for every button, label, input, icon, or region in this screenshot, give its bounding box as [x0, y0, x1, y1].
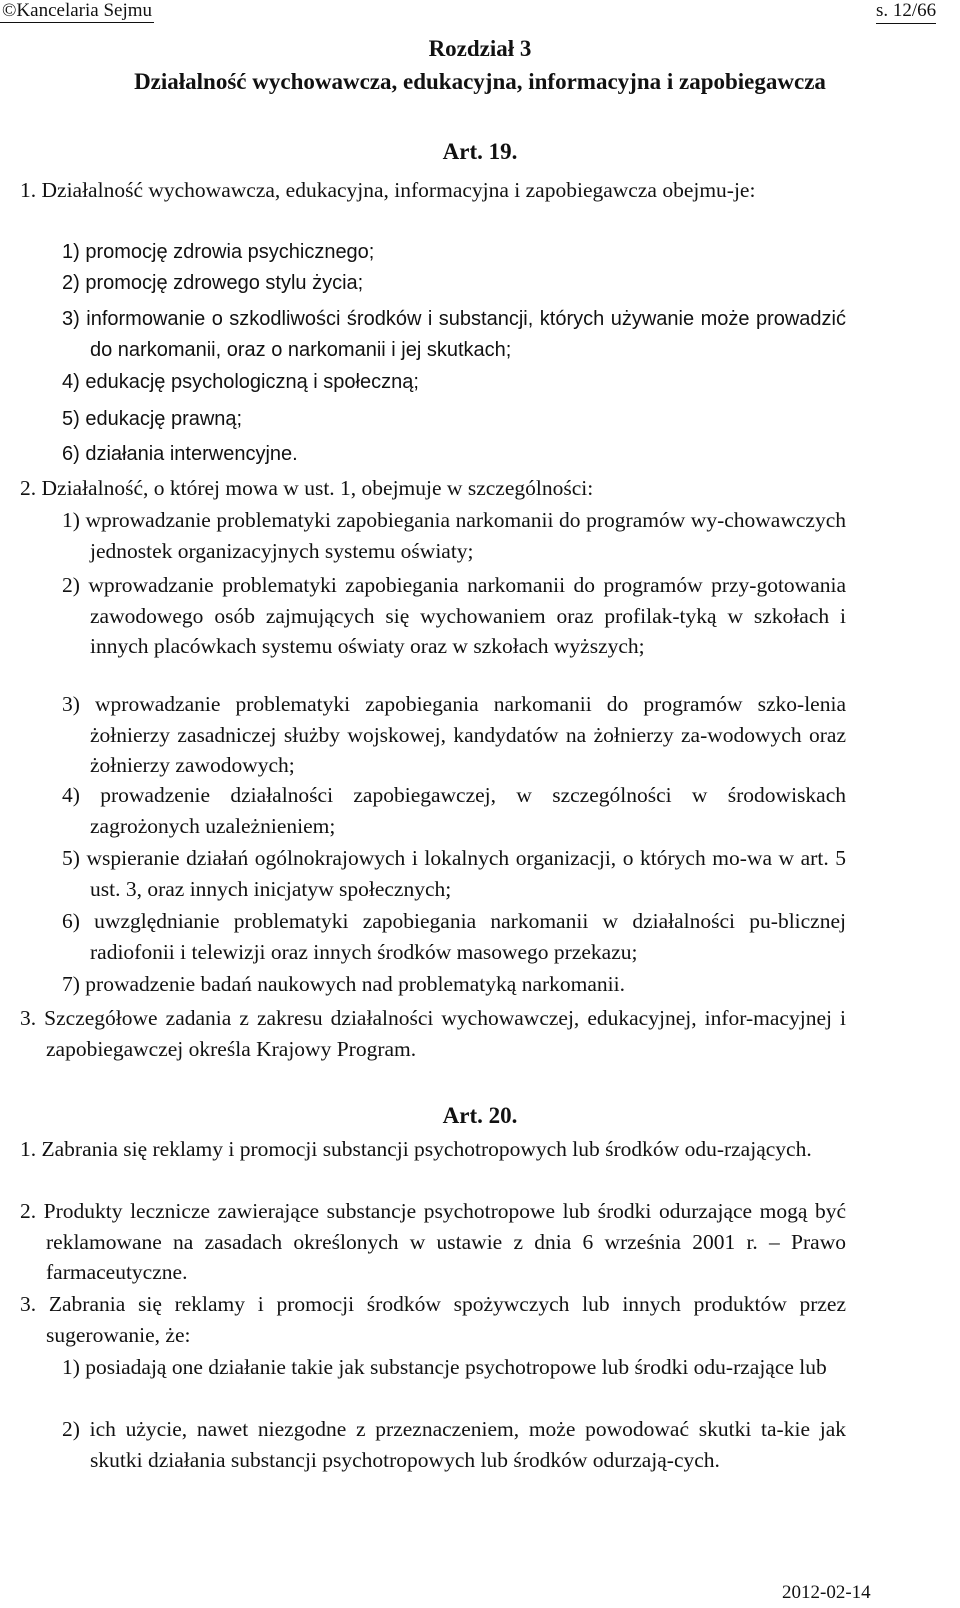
article-19-title: Art. 19. [442, 139, 518, 164]
art19-p2-item-1: 1) wprowadzanie problematyki zapobiegania narkomanii do programów wy-chowawczych jednostek organizacyjnych systemu oświaty; [62, 508, 846, 563]
footer-date: 2012-02-14 [782, 1582, 871, 1603]
chapter-title: Rozdział 3 [428, 36, 532, 61]
art20-p3-item-1: 1) posiadają one działanie takie jak substancje psychotropowe lub środki odu-rzające lub [62, 1355, 827, 1379]
art19-p1-item-2: 2) promocję zdrowego stylu życia; [62, 272, 364, 294]
art20-p3-item-2: 2) ich użycie, nawet niezgodne z przeznaczeniem, może powodować skutki ta-kie jak skutki działania substancji psychotropowych lub środków odurzają-cych. [62, 1417, 846, 1472]
chapter-subtitle: Działalność wychowawcza, edukacyjna, informacyjna i zapobiegawcza [134, 69, 826, 94]
art19-p1-item-6: 6) działania interwencyjne. [62, 443, 298, 465]
art19-para-3: 3. Szczegółowe zadania z zakresu działalności wychowawczej, edukacyjnej, infor-macyjnej i zapobiegawczej określa Krajowy Program. [20, 1006, 846, 1061]
art19-p1-item-1: 1) promocję zdrowia psychicznego; [62, 241, 375, 263]
art19-p2-item-2: 2) wprowadzanie problematyki zapobiegania narkomanii do programów przy-gotowania zawodowego osób zajmujących się wychowaniem oraz profilak-tyką w szkołach i innych placówkach systemu oświaty oraz w szkołach wyższych; [62, 573, 846, 658]
header-source: ©Kancelaria Sejmu [2, 0, 153, 21]
art19-p2-item-7: 7) prowadzenie badań naukowych nad problematyką narkomanii. [62, 972, 625, 996]
header-underline [0, 22, 154, 23]
art19-p1-item-4: 4) edukację psychologiczną i społeczną; [62, 371, 419, 393]
art19-p2-item-4: 4) prowadzenie działalności zapobiegawczej, w szczególności w środowiskach zagrożonych uzależnieniem; [62, 783, 846, 838]
art20-para-3-intro: 3. Zabrania się reklamy i promocji środków spożywczych lub innych produktów przez sugerowanie, że: [20, 1292, 846, 1347]
art19-p2-item-6: 6) uwzględnianie problematyki zapobiegania narkomanii w działalności pu-blicznej radiofonii i telewizji oraz innych środków masowego przekazu; [62, 909, 846, 964]
art19-para-1-text: 1. Działalność wychowawcza, edukacyjna, informacyjna i zapobiegawcza obejmu-je: [20, 178, 756, 202]
art19-p1-item-5: 5) edukację prawną; [62, 408, 243, 430]
header-page-number: s. 12/66 [876, 0, 936, 24]
art19-p1-item-3: 3) informowanie o szkodliwości środków i substancji, których używanie może prowadzić do narkomanii, oraz o narkomanii i jej skutkach; [62, 308, 846, 361]
art20-para-1: 1. Zabrania się reklamy i promocji substancji psychotropowych lub środków odu-rzających. [20, 1137, 812, 1161]
art19-p2-item-3: 3) wprowadzanie problematyki zapobiegania narkomanii do programów szko-lenia żołnierzy zasadniczej służby wojskowej, kandydatów na żołnierzy za-wodowych oraz żołnierzy zawodowych; [62, 692, 846, 777]
art19-p2-item-5: 5) wspieranie działań ogólnokrajowych i lokalnych organizacji, o których mo-wa w art. 5 ust. 3, oraz innych inicjatyw społecznych; [62, 846, 846, 901]
art20-para-2: 2. Produkty lecznicze zawierające substancje psychotropowe lub środki odurzające mogą być reklamowane na zasadach określonych w ustawie z dnia 6 września 2001 r. – Prawo farmaceutyczne. [20, 1199, 846, 1284]
art19-para-1-intro [20, 175, 846, 206]
art19-para-2-intro: 2. Działalność, o której mowa w ust. 1, obejmuje w szczególności: [20, 476, 594, 500]
article-20-title: Art. 20. [442, 1103, 518, 1128]
